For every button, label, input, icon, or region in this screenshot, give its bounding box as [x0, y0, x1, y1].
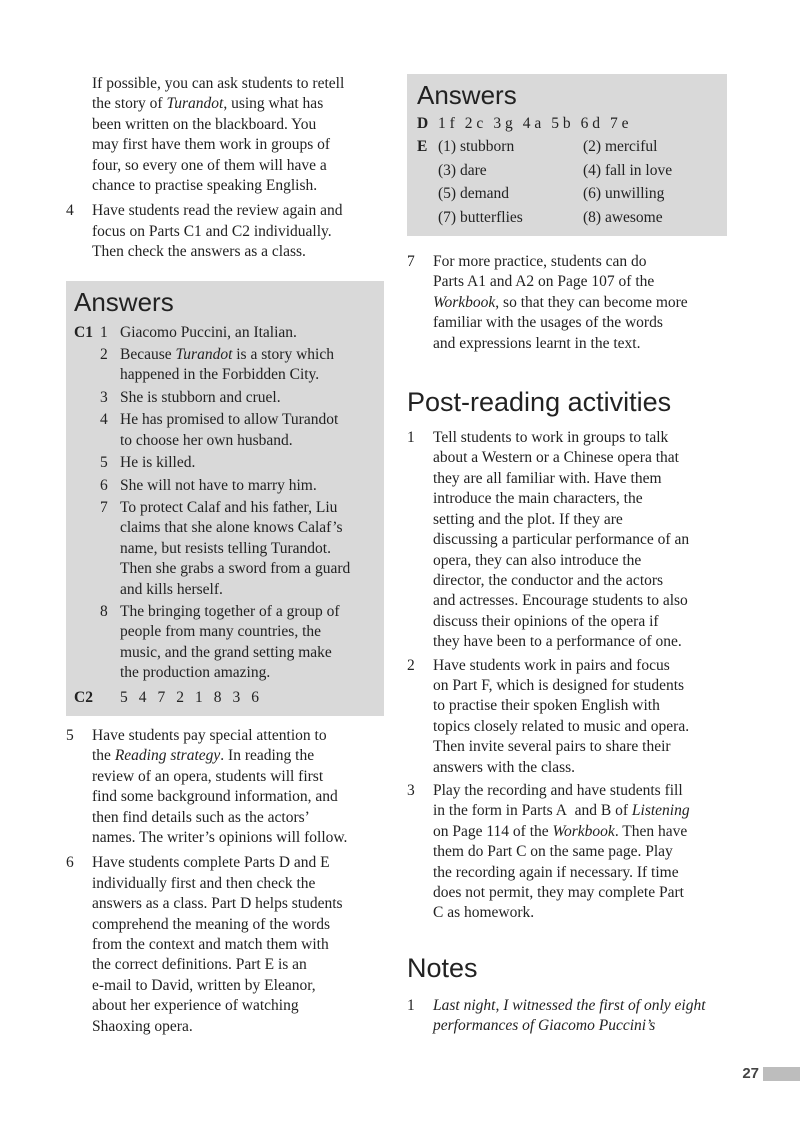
post-item-1: 1 Tell students to work in groups to talk about a Western or a Chinese opera that they are all familiar with. Have them introduce the main characters, the setting and the plot. If they are discussing a particular performance of an opera, they can also introduce the director, the conductor and the actors and actresses. Encourage students to also discuss their opinions of the opera if they have been to a performance of one.	[407, 429, 690, 651]
item-4: 4 Have students read the review again and focus on Parts C1 and C2 individually. Then check the answers as a class.	[66, 202, 343, 261]
post-item-3-line2: in the form in Parts A and B of Listening	[433, 802, 690, 820]
answer-c1-6: 6 She will not have to marry him.	[100, 476, 317, 494]
post-reading-heading: Post-reading activities	[407, 387, 672, 418]
intro-line-2: the story of Turandot, using what has	[92, 95, 324, 113]
answer-c1-2-line1: Because Turandot is a story which	[120, 346, 334, 364]
answer-c1-3: 3 She is stubborn and cruel.	[100, 388, 281, 406]
answer-c1-1: C1 1 Giacomo Puccini, an Italian.	[74, 323, 297, 341]
answers-box-c	[66, 281, 384, 716]
answer-c1-2: 2 Because Turandot is a story which happened in the Forbidden City.	[74, 345, 376, 386]
answers-box-de	[407, 74, 727, 236]
post-item-2: 2 Have students work in pairs and focus on Part F, which is designed for students to practise their spoken English with topics closely related to music and opera. Then invite several pairs to share their answers with the class.	[407, 656, 690, 776]
page-number: 27	[742, 1065, 759, 1082]
page-tab-bar	[763, 1067, 800, 1081]
answers-heading: Answers	[74, 286, 174, 317]
item-5: 5 Have students pay special attention to the Reading strategy. In reading the review of an opera, students will first find some background information, and then find details such as the actors’ names. The writer’s opinions will follow.	[66, 726, 384, 848]
answer-d: D 1 f 2 c 3 g 4 a 5 b 6 d 7 e	[417, 114, 717, 134]
post-item-3: 3 Play the recording and have students fill in the form in Parts A and B of Listening on Page 114 of the Workbook. Then have them do Part C on the same page. Play the recording again if necessary. If time does not permit, they may complete Part C as homework.	[407, 781, 727, 924]
answer-c1-5: 5 He is killed.	[100, 454, 196, 472]
item-7: 7 For more practice, students can do Parts A1 and A2 on Page 107 of the Workbook, so that they can become more familiar with the usages of the words and expressions learnt in the text.	[407, 252, 727, 354]
notes-heading: Notes	[407, 952, 478, 983]
answer-e: E (1) stubborn (2) merciful (3) dare (4) fall in love (5) demand (6) unwilling (7) butterflies (8) awesome	[417, 138, 673, 226]
note-item-1: 1 Last night, I witnessed the first of only eight performances of Giacomo Puccini’s	[407, 996, 706, 1035]
turandot-title: Turandot	[166, 95, 224, 113]
intro-paragraph: If possible, you can ask students to retell the story of Turandot, using what has been written on the blackboard. You may first have them work in groups of four, so every one of them will have a chance to practise speaking English.	[66, 74, 384, 196]
d-answers: 1 f 2 c 3 g 4 a 5 b 6 d 7 e	[438, 115, 629, 132]
item-5-line2: the Reading strategy. In reading the	[92, 747, 315, 765]
item-7-line3: Workbook, so that they can become more	[433, 293, 688, 311]
answer-c2: C2 5 4 7 2 1 8 3 6	[74, 688, 376, 708]
item-6: 6 Have students complete Parts D and E individually first and then check the answers as a class. Part D helps students comprehend the meaning of the words from the context and match them with the correct definitions. Part E is an e-mail to David, written by Eleanor, about her experience of watching Shaoxing opera.	[66, 854, 343, 1035]
right-column	[407, 74, 727, 1037]
left-column	[66, 74, 384, 1037]
answer-c1-8: 8 The bringing together of a group of people from many countries, the music, and the grand setting make the production amazing.	[100, 602, 340, 682]
c2-sequence: 5 4 7 2 1 8 3 6	[120, 688, 259, 706]
answer-c1-7: 7 To protect Calaf and his father, Liu claims that she alone knows Calaf’s name, but resists telling Turandot. Then she grabs a sword from a guard and kills herself.	[100, 498, 351, 598]
post-item-3-line3: on Page 114 of the Workbook. Then have	[433, 822, 688, 840]
answers-heading: Answers	[417, 80, 517, 110]
answer-c1-4: 4 He has promised to allow Turandot to choose her own husband.	[100, 411, 339, 449]
